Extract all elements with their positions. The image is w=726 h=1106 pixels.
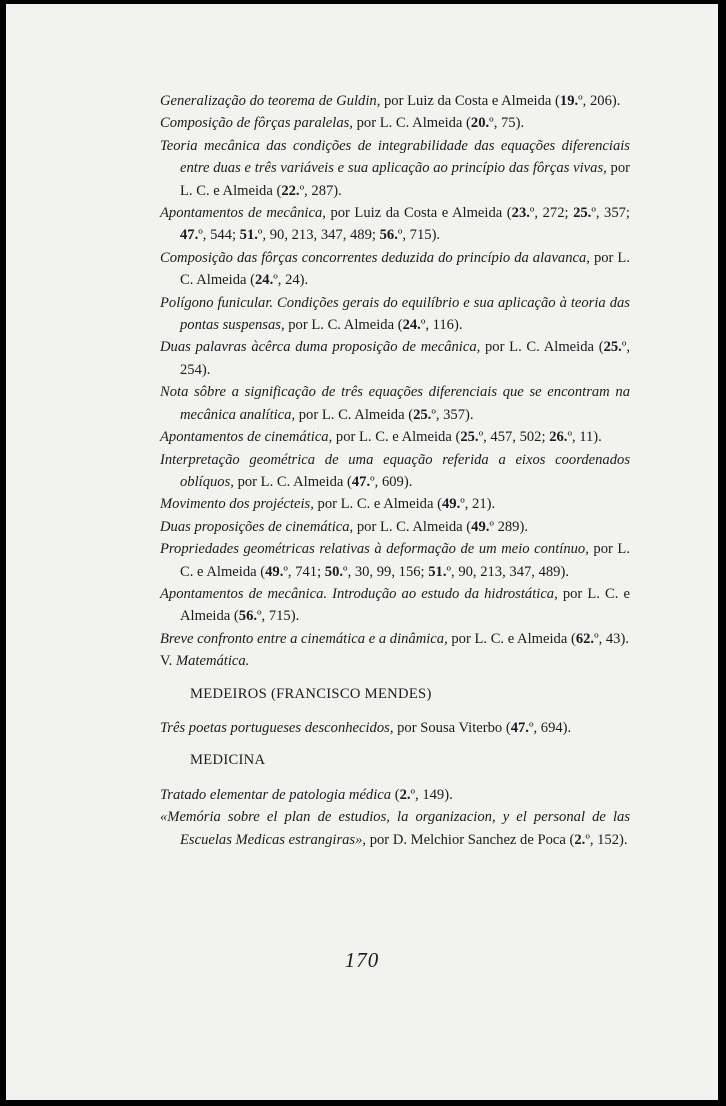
index-entry [160, 538, 630, 583]
entry-pages: º, 90, 213, 347, 489). [446, 563, 569, 580]
section-heading-medicina: MEDICINA [190, 752, 266, 769]
subsection-title: Matemática. [175, 653, 250, 670]
entry-author: por L. C. e Almeida ( [180, 160, 630, 199]
entry-pages: º, 116). [420, 317, 463, 334]
entry-title: Polígono funicular. Condições gerais do equilíbrio e sua aplicação à teoria das pontas suspensas, [160, 294, 630, 334]
entry-volume: 47. [351, 473, 371, 490]
index-entry [160, 135, 630, 202]
subsection-prefix: V. [160, 653, 176, 670]
entry-pages: º, 741; [283, 563, 325, 580]
entry-list-mecanica [160, 90, 630, 650]
entry-pages: º, 694). [528, 719, 572, 736]
entry-volume: 2. [399, 786, 411, 803]
index-entry [160, 336, 630, 381]
entry-title: Movimento dos projécteis, [160, 496, 314, 513]
entry-pages: º, 609). [370, 473, 413, 490]
entry-title: Duas proposições de cinemática, [160, 518, 354, 535]
subsection-line [160, 650, 630, 672]
index-entry [160, 717, 630, 739]
entry-volume: 2. [574, 831, 586, 848]
entry-pages: º, 43). [594, 630, 629, 647]
entry-author: por D. Melchior Sanchez de Poca ( [366, 831, 575, 848]
entry-pages: º, 30, 99, 156; [343, 563, 429, 580]
entry-author: por L. C. Almeida ( [284, 317, 403, 334]
entry-pages: º, 206). [578, 93, 621, 109]
index-entry [160, 784, 630, 806]
entry-volume: 20. [470, 115, 490, 132]
entry-title: Três poetas portugueses desconhecidos, [160, 719, 394, 736]
index-entry [160, 449, 630, 494]
entry-author: por L. C. e Almeida ( [180, 541, 630, 580]
entry-volume: 51. [239, 227, 258, 244]
entry-title: Propriedades geométricas relativas à deformação de um meio contínuo, [160, 541, 589, 558]
entry-volume: 62. [575, 630, 595, 647]
index-entry [160, 583, 630, 628]
entry-volume: 49. [265, 563, 284, 580]
entry-author: por L. C. Almeida ( [233, 473, 352, 490]
entry-pages: º, 272; [529, 205, 574, 222]
entry-title: Apontamentos de mecânica, [160, 205, 326, 222]
entry-volume: 49. [441, 496, 461, 513]
index-entry [160, 202, 630, 247]
entry-volume: 51. [428, 563, 447, 580]
book-page [6, 4, 718, 1100]
entry-title: Composição de fôrças paralelas, [160, 115, 353, 132]
entry-volume: 24. [402, 317, 421, 334]
entry-title: Apontamentos de mecânica. Introdução ao estudo da hidrostática, [160, 585, 558, 602]
page-number: 170 [344, 948, 380, 972]
entry-volume: 50. [324, 563, 344, 580]
entry-pages: º, 457, 502; [478, 429, 550, 446]
entry-title: Teoria mecânica das condições de integrabilidade das equações diferenciais entre duas e três variáveis e sua aplicação ao princípio das fôrças vivas, [160, 137, 630, 177]
entry-pages: º, 287). [299, 182, 342, 199]
index-entry [160, 381, 630, 426]
entry-title: Interpretação geométrica de uma equação referida a eixos coordenados oblíquos, [160, 451, 630, 490]
entry-pages: º, 149). [410, 786, 453, 803]
index-entry [160, 426, 630, 448]
entry-volume: 25. [603, 339, 622, 356]
entry-author: por L. C. Almeida ( [295, 406, 414, 423]
entry-volume: 24. [255, 272, 274, 289]
index-content [160, 90, 630, 851]
entry-author: por L. C. e Almeida ( [313, 496, 442, 513]
entry-volume: 26. [549, 429, 568, 446]
entry-volume: 47. [180, 227, 199, 244]
entry-author: por L. C. e Almeida ( [180, 585, 630, 625]
entry-volume: 49. [471, 518, 490, 535]
entry-author: por Luiz da Costa e Almeida ( [325, 205, 512, 222]
entry-pages: º, 90, 213, 347, 489; [257, 227, 380, 244]
entry-title: Nota sôbre a significação de três equações diferenciais que se encontram na mecânica analítica, [160, 384, 630, 423]
entry-volume: 47. [510, 719, 529, 736]
entry-volume: 19. [559, 93, 579, 109]
entry-title: Generalização do teorema de Guldin, [160, 93, 381, 109]
entry-volume: 56. [379, 227, 398, 244]
entry-volume: 56. [238, 608, 258, 625]
entry-pages: º, 715). [397, 227, 441, 244]
entry-pages: º, 21). [460, 496, 496, 513]
entry-author: por L. C. Almeida ( [180, 249, 630, 289]
author-heading-medeiros: MEDEIROS (FRANCISCO MENDES) [190, 685, 432, 702]
entry-title: Apontamentos de cinemática, [160, 429, 333, 446]
entry-title: Breve confronto entre a cinemática e a dinâmica, [160, 630, 448, 647]
entry-title: Tratado elementar de patologia médica [160, 786, 392, 803]
entry-title: Composição das fôrças concorrentes deduzida do princípio da alavanca, [160, 249, 590, 266]
entry-author: por L. C. e Almeida ( [447, 630, 576, 647]
index-entry [160, 628, 630, 650]
entry-pages: º, 152). [585, 831, 628, 848]
entry-list-medeiros [160, 717, 630, 739]
entry-volume: 23. [511, 205, 530, 222]
entry-volume: 25. [413, 406, 432, 423]
index-entry [160, 493, 630, 515]
entry-pages: º, 715). [257, 608, 300, 625]
entry-author: por L. C. e Almeida ( [332, 429, 461, 446]
entry-volume: 25. [573, 205, 592, 222]
entry-pages: º, 11). [567, 429, 602, 446]
entry-title: Duas palavras àcêrca duma proposição de mecânica, [160, 339, 481, 356]
entry-pages: º, 24). [273, 272, 309, 289]
entry-pages: º, 357; [591, 205, 630, 222]
entry-pages: º, 254). [180, 339, 630, 378]
entry-pages: º, 357). [431, 406, 474, 423]
entry-author: por L. C. Almeida ( [480, 339, 604, 356]
entry-pages: º 289). [489, 518, 528, 535]
entry-author: por L. C. Almeida ( [352, 115, 471, 132]
entry-author: por L. C. Almeida ( [353, 518, 472, 535]
entry-pages: º, 544; [198, 227, 240, 244]
index-entry [160, 112, 630, 134]
entry-author: por Sousa Viterbo ( [393, 719, 511, 736]
index-entry [160, 516, 630, 538]
entry-author: ( [391, 786, 400, 803]
index-entry [160, 292, 630, 337]
entry-volume: 25. [460, 429, 479, 446]
entry-pages: º, 75). [489, 115, 525, 132]
entry-author: por Luiz da Costa e Almeida ( [380, 93, 560, 109]
entry-title: «Memória sobre el plan de estudios, la organizacion, y el personal de las Escuelas Medicas estrangiras», [160, 809, 630, 848]
index-entry [160, 90, 630, 112]
entry-list-medicina [160, 784, 630, 851]
index-entry [160, 247, 630, 292]
index-entry [160, 806, 630, 851]
entry-volume: 22. [281, 182, 300, 199]
